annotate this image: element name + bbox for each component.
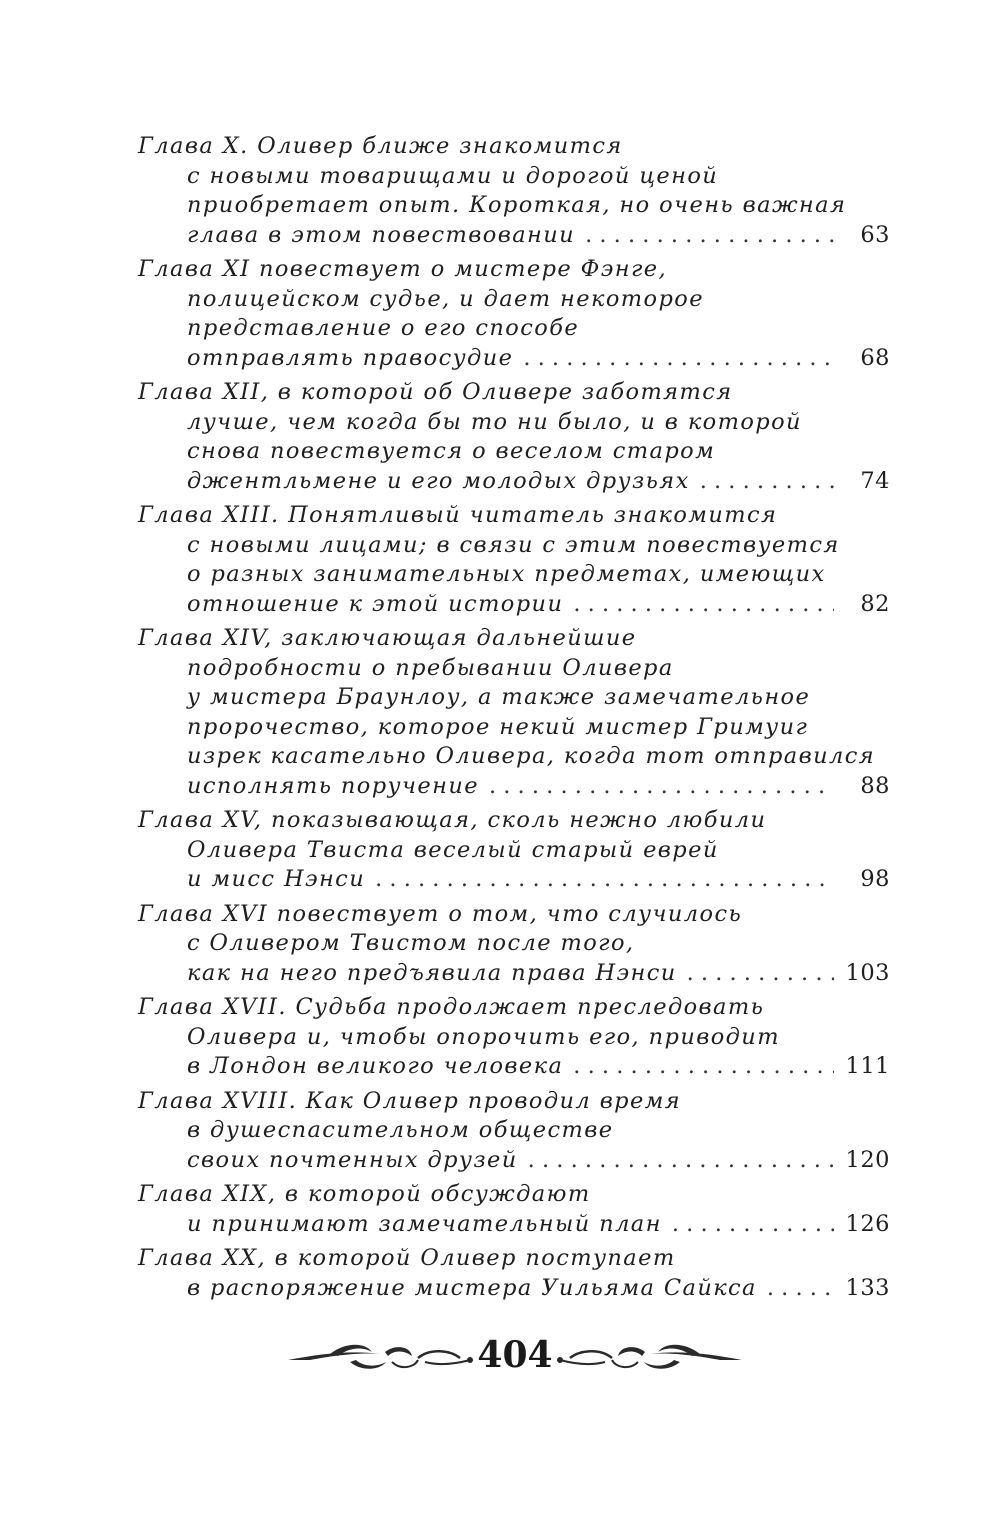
toc-entry-line: с Оливером Твистом после того, xyxy=(187,930,635,956)
toc-entry-line: отношение к этой истории xyxy=(187,590,564,617)
toc-entry-line: изрек касательно Оливера, когда тот отправился xyxy=(187,743,876,769)
toc-entry-line: в распоряжение мистера Уильяма Сайкса xyxy=(187,1274,757,1301)
toc-entry-title: Глава XIV, заключающая дальнейшие xyxy=(138,625,637,651)
toc-entry-title: Глава XII, в которой об Оливере заботятся xyxy=(138,379,733,405)
toc-page-number: 133 xyxy=(845,1274,890,1301)
toc-entry-line: у мистера Браунлоу, а также замечательное xyxy=(187,684,811,710)
toc-entry-last-line xyxy=(138,590,890,620)
toc-entry-line: снова повествуется о веселом старом xyxy=(187,438,716,464)
toc-entry xyxy=(138,501,890,619)
toc-entry-title: Глава X. Оливер ближе знакомится xyxy=(138,133,623,159)
toc-entry-last-line xyxy=(138,1052,890,1082)
toc-page-number: 68 xyxy=(860,344,890,371)
toc-entry-last-line xyxy=(138,1210,890,1240)
toc-entry-line: исполнять поручение xyxy=(187,772,479,799)
toc-entry-title: Глава XIII. Понятливый читатель знакомится xyxy=(138,502,778,528)
toc-entry-title: Глава XI повествует о мистере Фэнге, xyxy=(138,256,667,282)
toc-entry xyxy=(138,132,890,250)
toc-entry-last-line xyxy=(138,1146,890,1176)
toc-page-number: 120 xyxy=(845,1146,890,1173)
toc-entry-line: полицейском судье, и дает некоторое xyxy=(187,285,704,312)
toc-entry-line: в Лондон великого человека xyxy=(187,1053,564,1079)
toc-entry-line: представление о его способе xyxy=(187,315,580,341)
toc-entry-line: лучше, чем когда бы то ни было, и в которой xyxy=(187,408,802,435)
page-footer xyxy=(0,1332,1000,1382)
toc-entry-last-line xyxy=(138,959,890,989)
toc-entry-title: Глава XVII. Судьба продолжает преследовать xyxy=(138,994,765,1020)
toc-entry xyxy=(138,1180,890,1239)
dot-leader xyxy=(767,1274,834,1304)
dot-leader xyxy=(528,1146,834,1176)
table-of-contents xyxy=(138,132,890,1308)
toc-entry-line: подробности о пребывании Оливера xyxy=(187,654,674,681)
dot-leader xyxy=(573,590,834,620)
toc-entry-line: джентльмене и его молодых друзьях xyxy=(187,467,690,494)
toc-entry-title: Глава XIX, в которой обсуждают xyxy=(138,1181,591,1207)
toc-entry-line: и принимают замечательный план xyxy=(187,1210,662,1237)
toc-page-number: 74 xyxy=(860,467,890,494)
toc-entry-line: о разных занимательных предметах, имеющих xyxy=(187,561,826,587)
toc-entry xyxy=(138,1087,890,1176)
toc-entry-last-line xyxy=(138,865,890,895)
dot-leader xyxy=(585,221,834,251)
dot-leader xyxy=(573,1052,834,1082)
page-number: 404 xyxy=(477,1334,553,1376)
dot-leader xyxy=(687,959,834,989)
toc-entry-last-line xyxy=(138,1274,890,1304)
toc-page-number: 111 xyxy=(845,1053,890,1079)
dot-leader xyxy=(489,772,834,802)
dot-leader xyxy=(672,1210,834,1240)
toc-entry-title: Глава XVI повествует о том, что случилось xyxy=(138,900,743,927)
toc-entry xyxy=(138,378,890,496)
toc-entry xyxy=(138,624,890,801)
toc-page-number: 88 xyxy=(860,772,890,799)
toc-entry-line: с новыми товарищами и дорогой ценой xyxy=(187,162,719,189)
dot-leader xyxy=(700,467,834,497)
toc-entry xyxy=(138,900,890,989)
toc-entry-line: приобретает опыт. Короткая, но очень важная xyxy=(187,192,847,218)
toc-entry-line: отправлять правосудие xyxy=(187,344,514,371)
dot-leader xyxy=(523,344,834,374)
toc-entry xyxy=(138,806,890,895)
toc-page-number: 98 xyxy=(860,866,890,892)
toc-page-number: 82 xyxy=(860,590,890,617)
toc-entry-line: в душеспасительном обществе xyxy=(187,1117,614,1143)
toc-entry-line: и мисс Нэнси xyxy=(187,866,366,892)
dot-leader xyxy=(375,865,834,895)
toc-page-number: 103 xyxy=(845,959,890,986)
toc-entry xyxy=(138,1244,890,1303)
toc-entry-title: Глава XV, показывающая, сколь нежно любили xyxy=(138,807,767,833)
toc-page-number: 63 xyxy=(860,221,890,248)
toc-entry xyxy=(138,993,890,1082)
toc-entry-last-line xyxy=(138,467,890,497)
toc-entry-last-line xyxy=(138,344,890,374)
toc-entry-last-line xyxy=(138,772,890,802)
toc-entry-line: Оливера и, чтобы опорочить его, приводит xyxy=(187,1023,780,1050)
toc-entry-line: с новыми лицами; в связи с этим повествуется xyxy=(187,531,840,558)
toc-page-number: 126 xyxy=(845,1210,890,1237)
toc-entry-line: пророчество, которое некий мистер Гримуиг xyxy=(187,713,809,740)
toc-entry-line: Оливера Твиста веселый старый еврей xyxy=(187,836,719,863)
toc-entry-title: Глава XVIII. Как Оливер проводил время xyxy=(138,1087,682,1114)
toc-entry xyxy=(138,255,890,373)
toc-entry-last-line xyxy=(138,221,890,251)
toc-entry-line: глава в этом повествовании xyxy=(187,221,576,248)
toc-entry-title: Глава XX, в которой Оливер поступает xyxy=(138,1245,676,1271)
toc-entry-line: как на него предъявила права Нэнси xyxy=(187,959,677,986)
toc-entry-line: своих почтенных друзей xyxy=(187,1146,518,1173)
